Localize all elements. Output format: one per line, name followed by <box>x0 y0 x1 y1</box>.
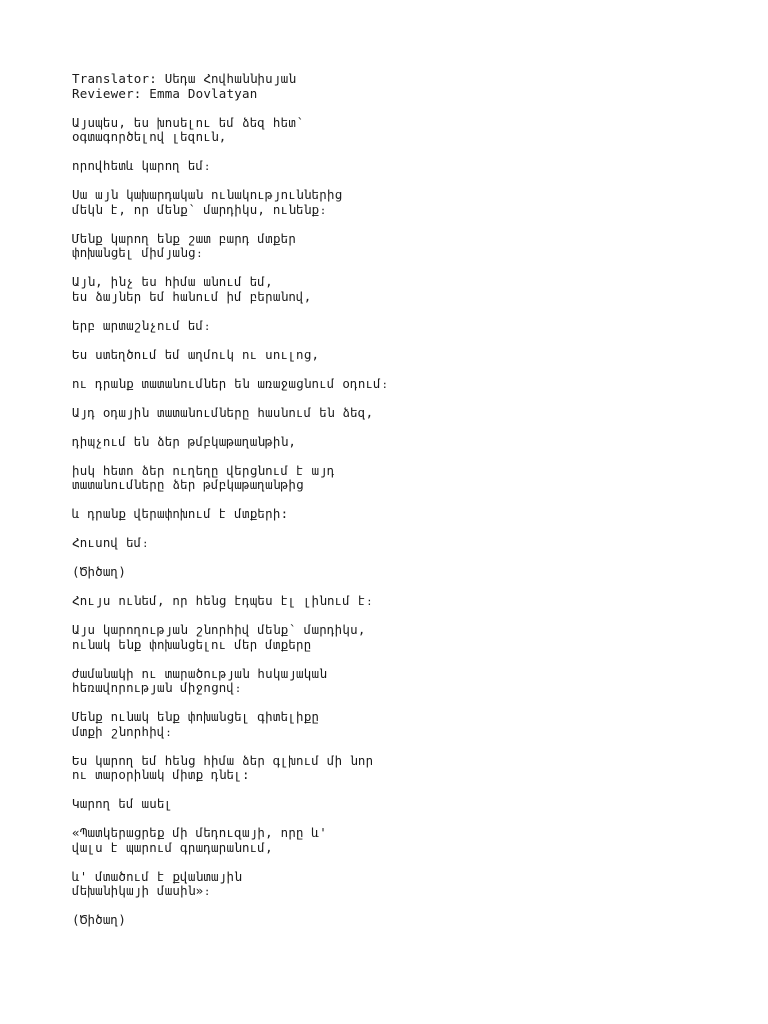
transcript-line: «Պատկերացրեք մի մեդուզայի, որը և' <box>72 825 327 840</box>
transcript-paragraph <box>72 319 712 334</box>
transcript-line: Կարող եմ ասել <box>72 796 173 811</box>
credits-block <box>72 72 712 101</box>
transcript-paragraph <box>72 188 712 217</box>
transcript-line: երբ արտաշնչում եմ։ <box>72 317 212 333</box>
transcript-line: Այսպես, ես խոսելու եմ ձեզ հետ՝ <box>72 114 304 130</box>
transcript-paragraph <box>72 232 712 261</box>
transcript-line: և' մտածում է քվանտային <box>72 868 242 884</box>
transcript-paragraph <box>72 754 712 783</box>
transcript-line: Այս կարողության շնորհիվ մենք՝ մարդիկս, <box>72 622 366 637</box>
transcript-paragraph <box>72 667 712 696</box>
transcript-paragraph <box>72 348 712 363</box>
transcript-line: Մենք ունակ ենք փոխանցել գիտելիքը <box>72 709 320 724</box>
transcript-line: Հույս ունեմ, որ հենց էդպես էլ լինում է։ <box>72 593 374 608</box>
transcript-line: Այն, ինչ ես հիմա անում եմ, <box>72 274 273 289</box>
transcript-line: վալս է պարում գրադարանում, <box>72 839 273 855</box>
transcript-paragraph <box>72 464 712 493</box>
transcript-paragraph <box>72 507 712 522</box>
transcript-line: ու դրանք տատանումներ են առաջացնում օդում։ <box>72 375 389 391</box>
transcript-line: ես ձայներ եմ հանում իմ բերանով, <box>72 288 312 304</box>
transcript-line: ժամանակի ու տարածության հսկայական <box>72 665 327 681</box>
transcript-line: որովհետև կարող եմ։ <box>72 158 212 173</box>
transcript-paragraph <box>72 116 712 145</box>
transcript-line: ունակ ենք փոխանցելու մեր մտքերը <box>72 636 312 652</box>
transcript-paragraph <box>72 594 712 609</box>
transcript-line: (Ծիծաղ) <box>72 564 127 579</box>
transcript-line: Ես ստեղծում եմ աղմուկ ու սուլոց, <box>72 346 320 362</box>
transcript-body <box>72 116 712 928</box>
transcript-paragraph <box>72 159 712 174</box>
transcript-line: և դրանք վերափոխում է մտքերի: <box>72 506 289 521</box>
translator-credit: Translator: Սեդա Հովհաննիսյան <box>72 71 297 86</box>
transcript-paragraph <box>72 870 712 899</box>
transcript-line: իսկ հետո ձեր ուղեղը վերցնում է այդ <box>72 462 335 478</box>
transcript-paragraph <box>72 623 712 652</box>
reviewer-credit: Reviewer: Emma Dovlatyan <box>72 85 258 101</box>
transcript-line: մտքի շնորհիվ։ <box>72 723 173 739</box>
transcript-paragraph <box>72 565 712 580</box>
transcript-paragraph <box>72 406 712 421</box>
transcript-paragraph <box>72 435 712 450</box>
transcript-paragraph <box>72 797 712 812</box>
transcript-line: (Ծիծաղ) <box>72 912 127 927</box>
transcript-paragraph <box>72 710 712 739</box>
transcript-line: մեկն է, որ մենք՝ մարդիկս, ունենք։ <box>72 201 327 217</box>
transcript-line: Հուսով եմ։ <box>72 535 150 550</box>
transcript-paragraph <box>72 536 712 551</box>
transcript-line: օգտագործելով լեզուն, <box>72 129 227 144</box>
transcript-paragraph <box>72 377 712 392</box>
transcript-line: ու տարօրինակ միտք դնել: <box>72 767 250 782</box>
document-page <box>72 72 712 942</box>
transcript-line: փոխանցել միմյանց։ <box>72 245 204 260</box>
transcript-line: տատանումները ձեր թմբկաթաղանթից <box>72 477 304 492</box>
transcript-line: Սա այն կախարդական ունակություններից <box>72 187 343 202</box>
transcript-line: մեխանիկայի մասին»։ <box>72 883 212 898</box>
transcript-paragraph <box>72 913 712 928</box>
transcript-paragraph <box>72 826 712 855</box>
transcript-line: Այդ օդային տատանումները հասնում են ձեզ, <box>72 404 374 420</box>
transcript-line: հեռավորության միջոցով։ <box>72 680 242 695</box>
transcript-line: Ես կարող եմ հենց հիմա ձեր գլխում մի նոր <box>72 752 374 768</box>
transcript-line: Մենք կարող ենք շատ բարդ մտքեր <box>72 230 297 246</box>
transcript-paragraph <box>72 275 712 304</box>
transcript-line: դիպչում են ձեր թմբկաթաղանթին, <box>72 433 297 449</box>
